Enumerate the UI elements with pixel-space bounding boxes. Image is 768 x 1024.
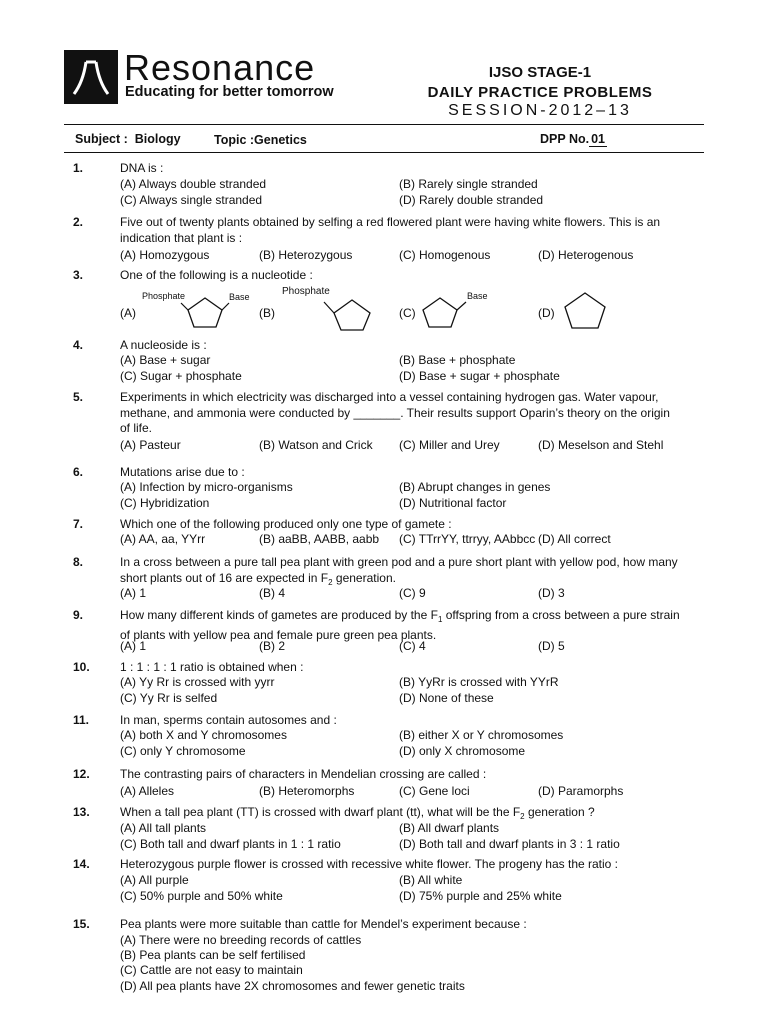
option-c: (C) Cattle are not easy to maintain (120, 963, 303, 977)
option-d: (D) Base + sugar + phosphate (399, 369, 560, 383)
logo-mark-icon (64, 50, 118, 104)
question-number: 4. (73, 338, 84, 352)
option-b: (B) Heterozygous (259, 248, 353, 262)
option-c: (C) Sugar + phosphate (120, 369, 242, 383)
question-text: The contrasting pairs of characters in Mendelian crossing are called : (120, 767, 487, 781)
header-divider (64, 124, 704, 125)
resonance-logo (64, 50, 118, 104)
question-fragment: When a tall pea plant (TT) is crossed with dwarf plant (tt), what will be the F (120, 805, 521, 819)
option-c: (C) Always single stranded (120, 193, 263, 207)
option-b: (B) Watson and Crick (259, 438, 373, 452)
option-a: (A) All tall plants (120, 821, 207, 835)
option-a: (A) Pasteur (120, 438, 181, 452)
option-d: (D) Heterogenous (538, 248, 634, 262)
option-a: (A) (120, 306, 136, 320)
option-d: (D) 3 (538, 586, 565, 600)
question-fragment: generation. (332, 570, 396, 585)
option-b: (B) YyRr is crossed with YYrR (399, 675, 559, 689)
session-label: SESSION-2012–13 (448, 102, 632, 119)
option-d: (D) Paramorphs (538, 784, 624, 798)
option-b: (B) aaBB, AABB, aabb (259, 532, 380, 546)
option-b: (B) Pea plants can be self fertilised (120, 948, 306, 962)
base-label: Base (229, 292, 250, 302)
question-text: One of the following is a nucleotide : (120, 268, 313, 282)
question-number: 6. (73, 465, 84, 479)
exam-title: IJSO STAGE-1 (488, 64, 592, 81)
phosphate-label: Phosphate (142, 291, 186, 301)
option-a: (A) There were no breeding records of cattles (120, 933, 362, 947)
question-fragment: short plants out of 16 are expected in F (120, 570, 329, 585)
option-d: (D) All pea plants have 2X chromosomes and fewer genetic traits (120, 979, 465, 993)
question-text: Mutations arise due to : (120, 465, 245, 479)
subject-field (75, 132, 181, 146)
question-text: Pea plants were more suitable than cattle for Mendel’s experiment because : (120, 917, 527, 931)
question-fragment: generation ? (524, 805, 595, 819)
option-d: (D) None of these (399, 691, 494, 705)
option-b: (B) All white (399, 873, 463, 887)
option-c: (C) 4 (399, 639, 426, 653)
option-b: (B) 4 (259, 586, 286, 600)
question-number: 3. (73, 268, 84, 282)
option-c: (C) (399, 306, 416, 320)
question-number: 9. (73, 608, 84, 622)
question-number: 7. (73, 517, 84, 531)
option-d: (D) Nutritional factor (399, 496, 507, 510)
option-a: (A) 1 (120, 586, 147, 600)
option-d: (D) Meselson and Stehl (538, 438, 664, 452)
option-a: (A) Yy Rr is crossed with yyrr (120, 675, 275, 689)
question-line (120, 608, 700, 628)
option-b: (B) Heteromorphs (259, 784, 355, 798)
question-number: 8. (73, 555, 84, 569)
option-c: (C) Yy Rr is selfed (120, 691, 218, 705)
option-d: (D) Rarely double stranded (399, 193, 544, 207)
question-number: 10. (73, 660, 90, 674)
question-number: 2. (73, 215, 84, 229)
option-b: (B) either X or Y chromosomes (399, 728, 564, 742)
option-b: (B) 2 (259, 639, 286, 653)
pentagon-icon (322, 296, 378, 332)
option-a: (A) 1 (120, 639, 147, 653)
dpp-field (540, 132, 607, 146)
question-number: 15. (73, 917, 90, 931)
question-text: A nucleoside is : (120, 338, 207, 352)
brand-tagline: Educating for better tomorrow (125, 84, 334, 100)
subject-label: Subject : (75, 132, 128, 146)
question-text: Heterozygous purple flower is crossed with recessive white flower. The progeny has the ratio : (120, 857, 619, 871)
dpp-label: DPP No. (540, 132, 590, 146)
option-b: (B) (259, 306, 275, 320)
option-c: (C) only Y chromosome (120, 744, 246, 758)
option-a: (A) All purple (120, 873, 189, 887)
topic-value: Genetics (254, 133, 307, 147)
meta-divider (64, 152, 704, 153)
option-a: (A) Infection by micro-organisms (120, 480, 293, 494)
option-d: (D) 75% purple and 25% white (399, 889, 562, 903)
option-d: (D) 5 (538, 639, 565, 653)
question-text: In man, sperms contain autosomes and : (120, 713, 337, 727)
question-number: 11. (73, 713, 90, 727)
option-b: (B) Base + phosphate (399, 353, 516, 367)
question-number: 14. (73, 857, 90, 871)
option-a: (A) Alleles (120, 784, 175, 798)
question-number: 12. (73, 767, 90, 781)
option-d: (D) (538, 306, 555, 320)
option-a: (A) both X and Y chromosomes (120, 728, 287, 742)
option-d: (D) Both tall and dwarf plants in 3 : 1 ratio (399, 837, 620, 851)
option-c: (C) Hybridization (120, 496, 210, 510)
question-line: methane, and ammonia were conducted by _______. Their results support Oparin’s theory on the origin (120, 405, 670, 420)
option-d: (D) only X chromosome (399, 744, 526, 758)
question-line: Experiments in which electricity was discharged into a vessel containing hydrogen gas. Water vapour, (120, 390, 659, 404)
option-d: (D) All correct (538, 532, 611, 546)
question-number: 5. (73, 390, 84, 404)
option-b: (B) Abrupt changes in genes (399, 480, 551, 494)
question-line: of plants with yellow pea and female pure green pea plants. (120, 627, 437, 642)
question-number: 1. (73, 161, 84, 175)
option-c: (C) Gene loci (399, 784, 470, 798)
subscript: 2 (520, 812, 525, 821)
option-c: (C) Homogenous (399, 248, 491, 262)
pentagon-icon (418, 294, 468, 330)
question-fragment: offspring from a cross between a pure strain (442, 608, 680, 622)
pentagon-icon (180, 294, 230, 330)
question-text: Which one of the following produced only one type of gamete : (120, 517, 452, 531)
question-text: 1 : 1 : 1 : 1 ratio is obtained when : (120, 660, 304, 674)
subscript: 1 (437, 615, 443, 624)
dpp-number: 01 (591, 132, 605, 146)
option-c: (C) TTrrYY, ttrryy, AAbbcc (399, 532, 536, 546)
phosphate-label: Phosphate (282, 286, 330, 297)
pentagon-icon (560, 290, 610, 332)
question-line: In a cross between a pure tall pea plant with green pod and a pure short plant with yellow pod, how many (120, 555, 678, 569)
option-a: (A) Base + sugar (120, 353, 211, 367)
option-b: (B) All dwarf plants (399, 821, 500, 835)
question-text: DNA is : (120, 161, 164, 175)
option-a: (A) Homozygous (120, 248, 210, 262)
question-line: of life. (120, 421, 153, 436)
option-c: (C) 9 (399, 586, 426, 600)
option-c: (C) Both tall and dwarf plants in 1 : 1 ratio (120, 837, 341, 851)
option-a: (A) AA, aa, YYrr (120, 532, 206, 546)
topic-label: Topic : (214, 133, 255, 147)
option-a: (A) Always double stranded (120, 177, 267, 191)
option-b: (B) Rarely single stranded (399, 177, 538, 191)
question-fragment: How many different kinds of gametes are produced by the F (120, 608, 438, 622)
question-text: Five out of twenty plants obtained by selfing a red flowered plant were having white flowers. This is an indication that plant is : (120, 215, 661, 245)
exam-subtitle: DAILY PRACTICE PROBLEMS (427, 84, 653, 101)
question-text (120, 390, 700, 437)
question-number: 13. (73, 805, 90, 819)
option-c: (C) Miller and Urey (399, 438, 500, 452)
option-c: (C) 50% purple and 50% white (120, 889, 283, 903)
subscript: 2 (328, 577, 333, 587)
brand-name: Resonance (124, 47, 316, 88)
subject-value: Biology (134, 132, 181, 146)
base-label: Base (467, 291, 488, 301)
topic-field (214, 133, 307, 147)
